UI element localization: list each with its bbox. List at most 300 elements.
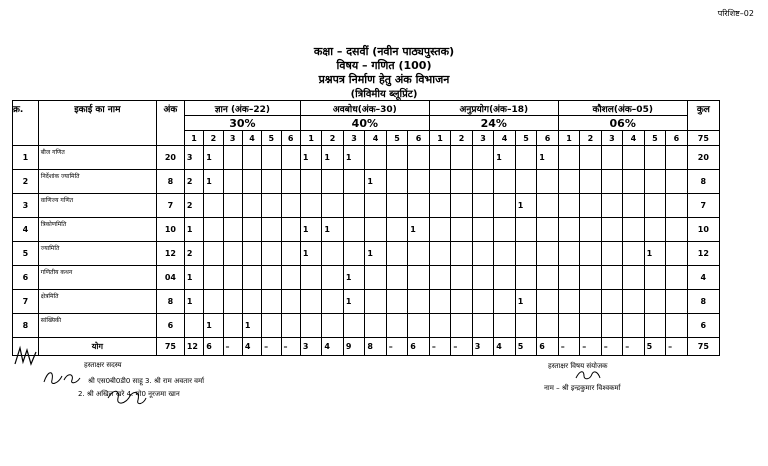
row-cell [644,314,665,338]
row-cell [242,146,261,170]
blueprint-table [12,100,720,356]
row-cell [223,242,242,266]
row-cell [262,242,281,266]
row-cell: 2 [184,194,203,218]
row-unit-name: सांख्यिकी [38,314,156,338]
row-cell: 2 [184,242,203,266]
row-cell [494,170,515,194]
total-cell: – [281,338,300,356]
subcol-header: 5 [386,131,407,146]
total-cell: – [666,338,688,356]
page-reference: परिशिष्ट–02 [717,9,754,18]
subject-title: विषय – गणित (100) [336,59,432,72]
row-cell [408,290,430,314]
row-cell [537,242,558,266]
row-cell: 1 [322,218,343,242]
row-cell [623,218,644,242]
subcol-header: 5 [262,131,281,146]
group-header: अवबोध(अंक–30) [300,101,429,116]
row-cell [262,266,281,290]
subcol-header: 1 [300,131,321,146]
row-marks: 10 [156,218,184,242]
convener-signature-title: हस्ताक्षर विषय संयोजक [548,362,608,370]
row-cell [580,266,601,290]
table-row [13,146,720,170]
row-cell [451,194,472,218]
row-cell [343,170,364,194]
group-header: अनुप्रयोग(अंक–18) [429,101,558,116]
row-cell [666,266,688,290]
subcol-header: 5 [515,131,536,146]
row-marks: 12 [156,242,184,266]
group-header: ज्ञान (अंक–22) [184,101,300,116]
row-unit-name: निर्देशांक ज्यामिति [38,170,156,194]
row-cell [601,146,622,170]
row-cell [494,242,515,266]
row-cell [242,194,261,218]
row-cell [365,194,386,218]
row-cell [223,218,242,242]
row-cell: 1 [204,314,223,338]
row-cell [623,194,644,218]
total-cell: – [223,338,242,356]
row-total: 6 [687,314,719,338]
col-marks-header: अंक [156,101,184,146]
subcol-header: 3 [223,131,242,146]
row-cell [515,170,536,194]
row-cell [262,314,281,338]
table-row [13,194,720,218]
row-cell [429,146,450,170]
total-cell: – [386,338,407,356]
row-unit-name: क्षेत्रमिति [38,290,156,314]
subcol-header: 4 [242,131,261,146]
row-cell [472,242,493,266]
row-cell [242,170,261,194]
row-cell: 1 [242,314,261,338]
row-sno: 4 [13,218,39,242]
row-cell [666,218,688,242]
total-cell: 4 [242,338,261,356]
subcol-header: 6 [537,131,558,146]
row-cell [281,194,300,218]
row-marks: 8 [156,290,184,314]
row-cell [386,146,407,170]
row-cell [494,194,515,218]
row-cell [580,146,601,170]
subcol-header: 6 [281,131,300,146]
subcol-header: 6 [408,131,430,146]
row-cell [223,266,242,290]
row-sno: 8 [13,314,39,338]
row-cell [386,266,407,290]
row-cell [242,218,261,242]
row-cell [451,146,472,170]
total-cell: 5 [644,338,665,356]
convener-name: नाम – श्री इन्द्रकुमार विश्वकर्मा [544,384,621,392]
row-cell [281,314,300,338]
total-label: योग [38,338,156,356]
row-cell [472,290,493,314]
row-cell [281,290,300,314]
row-sno: 7 [13,290,39,314]
total-cell: 3 [472,338,493,356]
subcol-header: 4 [623,131,644,146]
row-cell [429,290,450,314]
row-cell [204,290,223,314]
row-cell [429,170,450,194]
row-cell [204,266,223,290]
row-cell: 1 [184,290,203,314]
row-cell [281,146,300,170]
subcol-header: 4 [494,131,515,146]
row-cell [322,170,343,194]
row-cell: 1 [300,218,321,242]
total-cell: 5 [515,338,536,356]
row-cell [223,194,242,218]
row-cell [451,242,472,266]
subcol-header: 2 [322,131,343,146]
row-cell [365,218,386,242]
row-cell [281,218,300,242]
row-cell [558,314,579,338]
row-cell [644,146,665,170]
row-cell [343,194,364,218]
row-cell [242,290,261,314]
members-line-2: 2. श्री अखिल खरे 4. मो0 नूरजमा खान [78,390,180,398]
total-cell: – [623,338,644,356]
total-cell: 6 [204,338,223,356]
total-cell: – [580,338,601,356]
row-cell [515,218,536,242]
row-cell [472,194,493,218]
group-percent: 24% [429,116,558,131]
row-cell: 1 [365,170,386,194]
row-cell [558,242,579,266]
row-cell [623,170,644,194]
row-cell [184,314,203,338]
row-cell [204,218,223,242]
total-cell: 8 [365,338,386,356]
row-cell [515,266,536,290]
total-cell: 3 [300,338,321,356]
row-cell [300,290,321,314]
total-cell: 9 [343,338,364,356]
scribble-mark [12,344,42,368]
subcol-header: 1 [429,131,450,146]
row-cell [472,314,493,338]
row-cell [365,146,386,170]
total-row [13,338,720,356]
row-cell [601,194,622,218]
row-cell [580,194,601,218]
row-cell [429,266,450,290]
row-unit-name: वाणिज्य गणित [38,194,156,218]
row-cell [494,290,515,314]
row-cell [580,314,601,338]
row-cell [408,314,430,338]
group-percent: 30% [184,116,300,131]
table-row [13,290,720,314]
row-cell: 1 [515,290,536,314]
row-cell [429,314,450,338]
row-cell [408,146,430,170]
row-cell [300,266,321,290]
row-cell [365,290,386,314]
row-cell [429,242,450,266]
row-cell [580,218,601,242]
blueprint-title: (त्रिविमीय ब्लूप्रिंट) [350,89,418,100]
row-cell [623,314,644,338]
row-cell: 1 [204,170,223,194]
row-cell: 1 [184,218,203,242]
row-cell [558,146,579,170]
subcol-header: 1 [558,131,579,146]
row-cell [223,146,242,170]
row-cell [623,290,644,314]
table-row [13,170,720,194]
total-marks: 75 [156,338,184,356]
row-total: 4 [687,266,719,290]
subcol-header: 3 [472,131,493,146]
row-cell [408,194,430,218]
row-cell [322,194,343,218]
row-cell [580,290,601,314]
row-unit-name: गणितीय कथन [38,266,156,290]
table-row [13,242,720,266]
row-cell [472,170,493,194]
row-cell [242,266,261,290]
row-cell [300,314,321,338]
row-sno: 3 [13,194,39,218]
subcol-header: 2 [204,131,223,146]
row-cell [666,146,688,170]
row-sno: 6 [13,266,39,290]
row-cell [429,194,450,218]
row-cell [623,146,644,170]
row-cell [451,290,472,314]
row-cell [386,170,407,194]
subcol-header: 2 [451,131,472,146]
row-cell: 3 [184,146,203,170]
row-cell [365,266,386,290]
row-cell: 1 [343,266,364,290]
row-cell [537,266,558,290]
row-cell [666,314,688,338]
row-cell: 1 [322,146,343,170]
row-cell [601,242,622,266]
row-cell [386,314,407,338]
row-cell [472,146,493,170]
row-cell [515,146,536,170]
total-cell: – [601,338,622,356]
class-title: कक्षा – दसवीं (नवीन पाठ्यपुस्तक) [313,45,455,58]
total-cell: – [262,338,281,356]
row-cell [262,194,281,218]
row-cell [537,218,558,242]
row-cell: 1 [343,146,364,170]
row-cell: 2 [184,170,203,194]
row-cell [558,218,579,242]
row-cell [601,170,622,194]
row-cell [386,242,407,266]
row-cell [429,218,450,242]
group-header: कौशल(अंक–05) [558,101,687,116]
row-cell [386,218,407,242]
row-sno: 1 [13,146,39,170]
row-cell [281,170,300,194]
grand-total: 75 [687,338,719,356]
row-marks: 8 [156,170,184,194]
row-cell [223,290,242,314]
row-cell: 1 [343,290,364,314]
row-cell [300,194,321,218]
row-cell: 1 [494,146,515,170]
row-marks: 04 [156,266,184,290]
row-cell: 1 [408,218,430,242]
row-total: 8 [687,170,719,194]
row-cell [515,242,536,266]
row-cell [300,170,321,194]
group-percent: 40% [300,116,429,131]
table-row [13,314,720,338]
row-cell [644,218,665,242]
row-cell [451,314,472,338]
total-cell: 6 [408,338,430,356]
row-cell [580,170,601,194]
row-cell: 1 [300,242,321,266]
total-cell: – [429,338,450,356]
row-sno: 2 [13,170,39,194]
row-cell [343,218,364,242]
row-cell [580,242,601,266]
subcol-header: 1 [184,131,203,146]
subcol-header: 4 [365,131,386,146]
row-cell [644,266,665,290]
row-cell [343,242,364,266]
row-cell: 1 [184,266,203,290]
row-cell [601,218,622,242]
row-cell [644,290,665,314]
row-marks: 7 [156,194,184,218]
row-cell [558,194,579,218]
row-unit-name: बीज गणित [38,146,156,170]
row-cell [494,314,515,338]
row-total: 20 [687,146,719,170]
row-cell [343,314,364,338]
row-cell [408,170,430,194]
row-cell [408,242,430,266]
subcol-header: 6 [666,131,688,146]
col-unit-header: इकाई का नाम [38,101,156,146]
row-cell [408,266,430,290]
row-cell [644,194,665,218]
row-cell [262,218,281,242]
row-cell [666,290,688,314]
row-cell [623,266,644,290]
row-marks: 6 [156,314,184,338]
row-cell [558,290,579,314]
row-cell: 1 [537,146,558,170]
member-signature-1 [40,368,84,388]
row-cell [451,170,472,194]
row-cell [601,266,622,290]
paper-title: प्रश्नपत्र निर्माण हेतु अंक विभाजन [318,73,450,86]
row-cell [623,242,644,266]
row-cell [386,290,407,314]
row-cell [601,314,622,338]
row-cell [537,314,558,338]
row-cell [537,194,558,218]
header-total: 75 [687,131,719,146]
row-cell [451,218,472,242]
row-cell [451,266,472,290]
row-cell [472,266,493,290]
row-cell [494,218,515,242]
members-signature-title: हस्ताक्षर सदस्य [84,361,122,369]
row-cell [644,170,665,194]
subcol-header: 3 [601,131,622,146]
row-cell [322,290,343,314]
row-cell [666,170,688,194]
row-cell [666,242,688,266]
row-cell [262,146,281,170]
row-cell: 1 [365,242,386,266]
total-cell: 6 [537,338,558,356]
row-cell: 1 [515,194,536,218]
row-cell [666,194,688,218]
row-cell [242,242,261,266]
subcol-header: 2 [580,131,601,146]
row-marks: 20 [156,146,184,170]
table-row [13,218,720,242]
row-cell [322,242,343,266]
row-cell [601,290,622,314]
row-cell [558,170,579,194]
row-cell [365,314,386,338]
row-cell [262,170,281,194]
row-cell [494,266,515,290]
total-cell: 12 [184,338,203,356]
row-cell [223,170,242,194]
row-cell [262,290,281,314]
table-row [13,266,720,290]
row-cell [281,242,300,266]
row-cell [537,170,558,194]
total-cell: 4 [494,338,515,356]
row-unit-name: ज्यामिति [38,242,156,266]
row-cell: 1 [300,146,321,170]
row-total: 12 [687,242,719,266]
row-cell [322,314,343,338]
subcol-header: 5 [644,131,665,146]
total-cell: – [451,338,472,356]
row-cell [204,242,223,266]
row-cell [472,218,493,242]
col-total-header: कुल [687,101,719,131]
col-sno-header: क्र. [13,101,39,146]
row-total: 10 [687,218,719,242]
group-percent: 06% [558,116,687,131]
row-cell [322,266,343,290]
row-total: 8 [687,290,719,314]
row-cell: 1 [204,146,223,170]
members-line-1: श्री एस0बी0डी0 साहू 3. श्री राम अवतार वर्मा [88,377,205,385]
row-cell [223,314,242,338]
row-cell [537,290,558,314]
row-cell [515,314,536,338]
row-cell [558,266,579,290]
